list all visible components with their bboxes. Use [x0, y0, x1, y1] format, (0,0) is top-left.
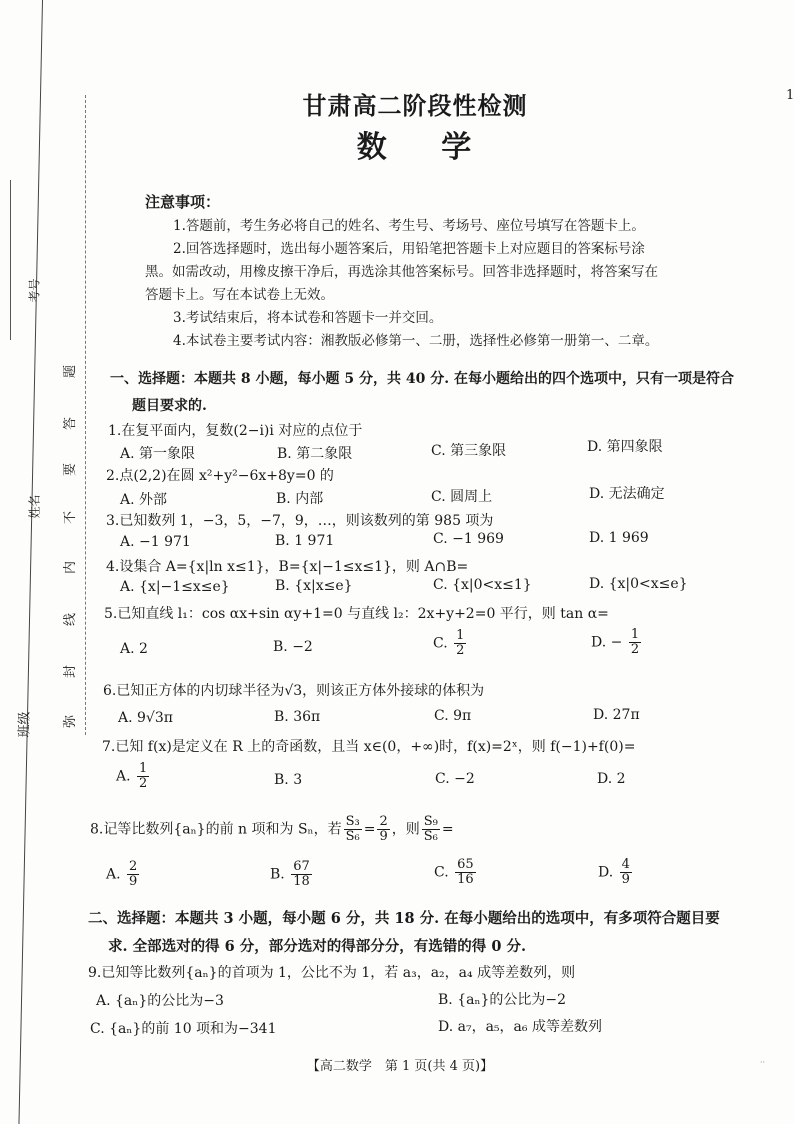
question-1-stem: 1.在复平面内，复数(2−i)i 对应的点位于 [108, 423, 363, 439]
fraction [377, 815, 389, 844]
notice-line: 黑。如需改动，用橡皮擦干净后，再选涂其他答案标号。回答非选择题时，将答案写在 [145, 264, 658, 280]
question-2-stem: 2.点(2,2)在圆 x²+y²−6x+8y=0 的 [106, 468, 334, 484]
subject-title: 数 学 [356, 130, 474, 165]
q8-option-c [434, 858, 478, 887]
question-7-stem: 7.已知 f(x)是定义在 R 上的奇函数，且当 x∈(0，+∞)时，f(x)=2ˣ，则 f(−1)+f(0)= [102, 739, 636, 755]
footer-mark: ·· [760, 1058, 766, 1067]
q8-option-d-prefix: D. [598, 864, 614, 881]
q7-option-a [116, 762, 151, 791]
section-two-heading-cont: 求. 全部选对的得 6 分，部分选对的得部分分，有选错的得 0 分. [108, 938, 527, 955]
q7-option-b: B. 3 [274, 772, 303, 788]
binding-edge-line [18, 0, 43, 1124]
q5-option-b: B. −2 [273, 639, 313, 655]
denominator: 9 [379, 829, 388, 844]
section-one-heading: 一、选择题：本题共 8 小题，每小题 5 分，共 40 分. 在每小题给出的四个选项中，只有一项是符合 [110, 371, 734, 387]
q2-option-d: D. 无法确定 [589, 486, 665, 502]
seal-char: 要 [63, 462, 79, 477]
notice-line: 2.回答选择题时，选出每小题答案后，用铅笔把答题卡上对应题目的答案标号涂 [173, 241, 645, 257]
q5-option-d-prefix: D. − [591, 634, 623, 651]
fraction [454, 629, 466, 658]
q1-option-d: D. 第四象限 [587, 439, 663, 455]
notice-line: 答题卡上。写在本试卷上无效。 [145, 287, 334, 303]
q3-option-d: D. 1 969 [589, 530, 649, 546]
question-9-stem: 9.已知等比数列{aₙ}的首项为 1，公比不为 1，若 a₃，a₂，a₄ 成等差数列，则 [88, 965, 576, 981]
q8-option-d [598, 858, 634, 887]
q8-stem-part: = [441, 821, 454, 838]
fraction [291, 860, 312, 889]
seal-char: 封 [63, 664, 79, 679]
notice-line: 1.答题前，考生务必将自己的姓名、考生号、考场号、座位号填写在答题卡上。 [173, 218, 645, 234]
denominator: 2 [139, 776, 148, 791]
q6-option-d: D. 27π [593, 707, 640, 723]
q2-option-c: C. 圆周上 [431, 489, 493, 505]
exam-title: 甘肃高二阶段性检测 [302, 91, 528, 120]
q8-option-b [270, 860, 314, 889]
q9-option-a: A. {aₙ}的公比为−3 [96, 993, 224, 1009]
question-4-stem: 4.设集合 A={x|ln x≤1}，B={x|−1≤x≤1}，则 A∩B= [106, 559, 469, 575]
q2-option-b: B. 内部 [276, 491, 324, 507]
section-two-heading: 二、选择题：本题共 3 小题，每小题 6 分，共 18 分. 在每小题给出的选项中，有多项符合题目要 [88, 910, 720, 927]
q4-option-a: A. {x|−1≤x≤e} [120, 579, 230, 595]
fraction [127, 860, 139, 889]
q8-option-b-prefix: B. [270, 866, 285, 883]
question-5-stem: 5.已知直线 l₁：cos αx+sin αy+1=0 与直线 l₂：2x+y+2=0 平行，则 tan α= [104, 606, 609, 622]
q9-option-c: C. {aₙ}的前 10 项和为−341 [90, 1021, 277, 1037]
q5-option-c-prefix: C. [433, 635, 448, 652]
q3-option-c: C. −1 969 [433, 531, 504, 547]
q3-option-b: B. 1 971 [275, 533, 335, 549]
numerator: 2 [129, 859, 138, 874]
q5-option-a: A. 2 [120, 641, 148, 657]
q1-option-a: A. 第一象限 [120, 446, 196, 462]
notice-heading: 注意事项： [145, 193, 221, 211]
question-6-stem: 6.已知正方体的内切球半径为√3，则该正方体外接球的体积为 [103, 683, 485, 699]
q4-option-d: D. {x|0<x≤e} [589, 576, 688, 592]
fraction [629, 628, 641, 657]
section-one-heading-cont: 题目要求的. [132, 398, 207, 414]
denominator: 9 [129, 874, 138, 889]
numerator: 4 [621, 857, 630, 872]
q8-stem-part: ，则 [391, 821, 420, 838]
q7-option-d: D. 2 [597, 771, 626, 787]
q6-option-c: C. 9π [434, 708, 472, 724]
seal-char: 题 [63, 364, 79, 379]
numerator: 1 [630, 627, 640, 642]
numerator: S₉ [423, 814, 438, 829]
numerator: 2 [379, 814, 388, 829]
numerator: 65 [457, 857, 474, 872]
q9-option-b: B. {aₙ}的公比为−2 [438, 992, 567, 1008]
q8-option-a [106, 860, 141, 889]
q1-option-b: B. 第二象限 [277, 446, 353, 462]
fraction [137, 762, 149, 791]
seal-char: 弥 [63, 714, 79, 729]
fraction [455, 858, 476, 887]
question-8-stem [90, 815, 454, 844]
exam-number-label: 考号 [27, 278, 42, 303]
class-label: 班级 [17, 711, 33, 738]
fraction [344, 815, 362, 844]
q2-option-a: A. 外部 [120, 492, 168, 508]
q6-option-b: B. 36π [274, 709, 321, 725]
fraction [620, 858, 632, 887]
notice-line: 3.考试结束后，将本试卷和答题卡一并交回。 [173, 310, 443, 326]
q4-option-b: B. {x|x≤e} [275, 578, 353, 594]
numerator: S₃ [345, 814, 360, 829]
q8-equals: = [363, 821, 376, 838]
notice-line: 4.本试卷主要考试内容：湘教版必修第一、二册，选择性必修第一册第一、二章。 [173, 333, 659, 349]
q7-option-c: C. −2 [435, 771, 475, 787]
seal-char: 答 [63, 416, 79, 431]
q7-option-a-prefix: A. [116, 768, 131, 785]
q1-option-c: C. 第三象限 [431, 443, 507, 459]
q4-option-c: C. {x|0<x≤1} [433, 577, 532, 593]
denominator: 2 [630, 642, 640, 657]
question-3-stem: 3.已知数列 1，−3，5，−7，9，…，则该数列的第 985 项为 [106, 513, 494, 529]
denominator: 18 [293, 874, 310, 889]
q8-option-a-prefix: A. [106, 866, 121, 883]
page-footer: 【高二数学 第 1 页(共 4 页)】 [306, 1059, 494, 1074]
seal-char: 不 [63, 510, 79, 525]
q3-option-a: A. −1 971 [120, 534, 191, 550]
seal-char: 内 [63, 560, 79, 575]
denominator: 9 [621, 872, 630, 887]
denominator: S₆ [423, 829, 438, 844]
q5-option-c [433, 629, 468, 658]
seal-char: 线 [63, 612, 79, 627]
q8-stem-part: 8.记等比数列{aₙ}的前 n 项和为 Sₙ，若 [90, 821, 342, 838]
seal-dashed-line [85, 95, 86, 735]
denominator: 16 [457, 872, 474, 887]
numerator: 67 [293, 859, 310, 874]
denominator: 2 [456, 643, 465, 658]
exam-number-blank [10, 180, 11, 340]
numerator: 1 [456, 628, 465, 643]
q6-option-a: A. 9√3π [118, 710, 173, 726]
fraction [422, 815, 440, 844]
numerator: 1 [139, 761, 148, 776]
q9-option-d: D. a₇，a₅，a₆ 成等差数列 [438, 1019, 602, 1035]
q8-option-c-prefix: C. [434, 864, 449, 881]
q5-option-d [591, 628, 643, 657]
denominator: S₆ [345, 829, 360, 844]
page-number: 1 [786, 88, 794, 103]
name-label: 姓名 [27, 494, 42, 519]
